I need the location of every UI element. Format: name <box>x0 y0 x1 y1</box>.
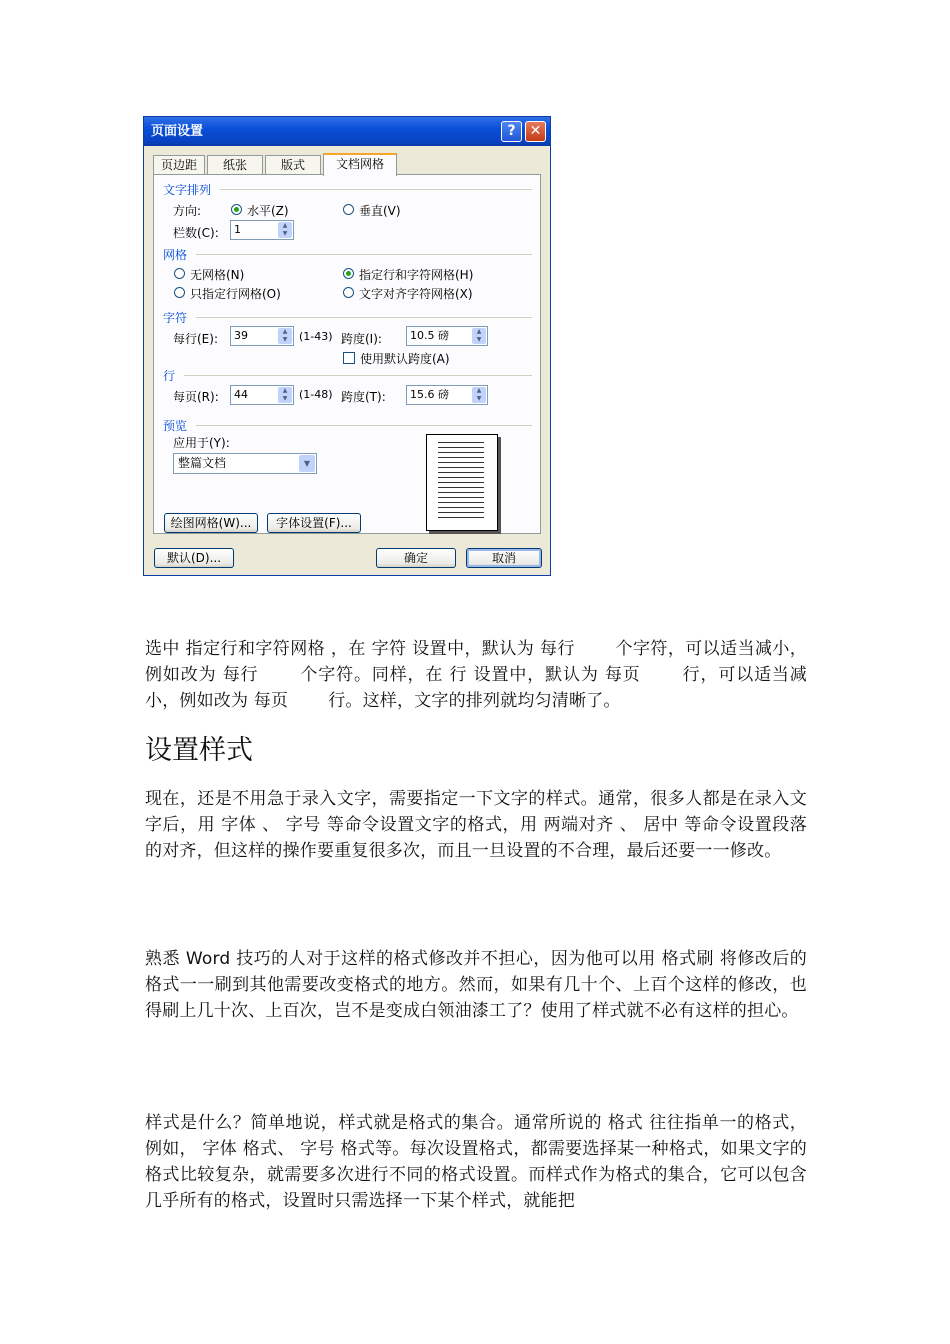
columns-label: 栏数(C): <box>173 226 219 240</box>
spin-arrows-icon[interactable]: ▲ ▼ <box>472 328 486 344</box>
close-icon[interactable]: ✕ <box>525 121 546 142</box>
radio-line-grid-only-label: 只指定行网格(O) <box>190 287 281 301</box>
radio-no-grid[interactable] <box>174 268 185 279</box>
group-text-arrangement: 文字排列 <box>163 183 212 197</box>
radio-vertical-label: 垂直(V) <box>359 204 401 218</box>
document-grid-panel <box>153 174 541 534</box>
help-icon[interactable]: ? <box>501 121 522 142</box>
direction-label: 方向: <box>173 204 202 218</box>
section-heading: 设置样式 <box>145 735 253 766</box>
chars-per-line-label: 每行(E): <box>173 332 218 346</box>
group-characters: 字符 <box>163 311 188 325</box>
lines-per-page-stepper[interactable] <box>230 385 294 405</box>
char-pitch-value: 10.5 磅 <box>410 329 449 342</box>
cancel-button[interactable]: 取消 <box>466 548 542 568</box>
apply-to-select[interactable] <box>173 453 317 474</box>
spin-arrows-icon[interactable]: ▲ ▼ <box>278 222 292 238</box>
default-pitch-label: 使用默认跨度(A) <box>360 352 450 366</box>
lines-range: (1-48) <box>299 388 333 401</box>
default-pitch-checkbox[interactable] <box>343 352 355 364</box>
divider <box>196 425 532 426</box>
line-pitch-value: 15.6 磅 <box>410 388 449 401</box>
radio-vertical[interactable] <box>343 204 354 215</box>
paragraph-what-is-style: 样式是什么？简单地说，样式就是格式的集合。通常所说的 格式 往往指单一的格式，例如， 字体 格式、 字号 格式等。每次设置格式，都需要选择某一种格式，如果文字的格式比较复杂，就需要多次进行不同的格式设置。而样式作为格式的集合，它可以包含几乎所有的格式，设置时只需选择一下某个样式，就能把 <box>145 1113 807 1211</box>
tab-paper[interactable]: 纸张 <box>207 155 263 175</box>
tab-document-grid[interactable]: 文档网格 <box>323 153 397 176</box>
group-grid: 网格 <box>163 248 188 262</box>
paragraph-format-painter <box>145 946 807 1024</box>
line-pitch-label: 跨度(T): <box>341 390 386 404</box>
paragraph-grid-settings: 选中 指定行和字符网格 ，在 字符 设置中，默认为 每行 个字符，可以适当减小，例如改为 每行 个字符。同样，在 行 设置中，默认为 每页 行，可以适当减小，例如改为 每页 行。这样，文字的排列就均匀清晰了。 <box>145 639 807 711</box>
lines-per-page-label: 每页(R): <box>173 390 219 404</box>
apply-to-value: 整篇文档 <box>178 456 227 470</box>
divider <box>196 254 532 255</box>
divider <box>196 317 532 318</box>
paragraph-format-painter-word: Word <box>185 949 231 969</box>
group-preview: 预览 <box>163 419 188 433</box>
paragraph-format-painter-post: 技巧的人对于这样的格式修改并不担心，因为他可以用 格式刷 将修改后的格式一一刷到其他需要改变格式的地方。然而，如果有几十个、上百个这样的修改，也得刷上几十次、上百次，岂不是变成白领油漆工了？使用了样式就不必有这样的担心。 <box>145 949 807 1021</box>
group-lines: 行 <box>163 369 176 383</box>
lines-per-page-value: 44 <box>234 388 248 401</box>
chars-per-line-value: 39 <box>234 329 248 342</box>
font-settings-button[interactable]: 字体设置(F)... <box>267 513 361 533</box>
radio-snap-to-char-grid-label: 文字对齐字符网格(X) <box>359 287 473 301</box>
dialog-title: 页面设置 <box>144 117 550 146</box>
chevron-down-icon[interactable]: ▼ <box>299 455 315 472</box>
radio-snap-to-char-grid[interactable] <box>343 287 354 298</box>
radio-line-and-char-grid-label: 指定行和字符网格(H) <box>359 268 474 282</box>
tab-margins[interactable]: 页边距 <box>153 155 205 175</box>
paragraph-format-painter-pre: 熟悉 <box>145 949 186 969</box>
paragraph-styles-intro: 现在，还是不用急于录入文字，需要指定一下文字的样式。通常，很多人都是在录入文字后，用 字体 、 字号 等命令设置文字的格式，用 两端对齐 、 居中 等命令设置段落的对齐，但这样的操作要重复很多次，而且一旦设置的不合理，最后还要一一修改。 <box>145 789 807 861</box>
radio-horizontal[interactable] <box>231 204 242 215</box>
page-setup-dialog <box>143 116 551 576</box>
spin-arrows-icon[interactable]: ▲ ▼ <box>278 387 292 403</box>
radio-line-grid-only[interactable] <box>174 287 185 298</box>
radio-line-and-char-grid[interactable] <box>343 268 354 279</box>
columns-stepper[interactable] <box>230 220 294 240</box>
draw-grid-button[interactable]: 绘图网格(W)... <box>164 513 258 533</box>
columns-value: 1 <box>234 223 241 236</box>
divider <box>220 189 532 190</box>
tab-layout[interactable]: 版式 <box>265 155 321 175</box>
char-pitch-label: 跨度(I): <box>341 332 382 346</box>
page-preview <box>426 434 498 531</box>
spin-arrows-icon[interactable]: ▲ ▼ <box>472 387 486 403</box>
default-button[interactable]: 默认(D)... <box>154 548 234 568</box>
radio-no-grid-label: 无网格(N) <box>190 268 245 282</box>
radio-horizontal-label: 水平(Z) <box>247 204 289 218</box>
divider <box>184 375 532 376</box>
chars-range: (1-43) <box>299 330 333 343</box>
char-pitch-stepper[interactable] <box>406 326 488 346</box>
line-pitch-stepper[interactable] <box>406 385 488 405</box>
chars-per-line-stepper[interactable] <box>230 326 294 346</box>
spin-arrows-icon[interactable]: ▲ ▼ <box>278 328 292 344</box>
apply-to-label: 应用于(Y): <box>173 436 230 450</box>
ok-button[interactable]: 确定 <box>376 548 456 568</box>
